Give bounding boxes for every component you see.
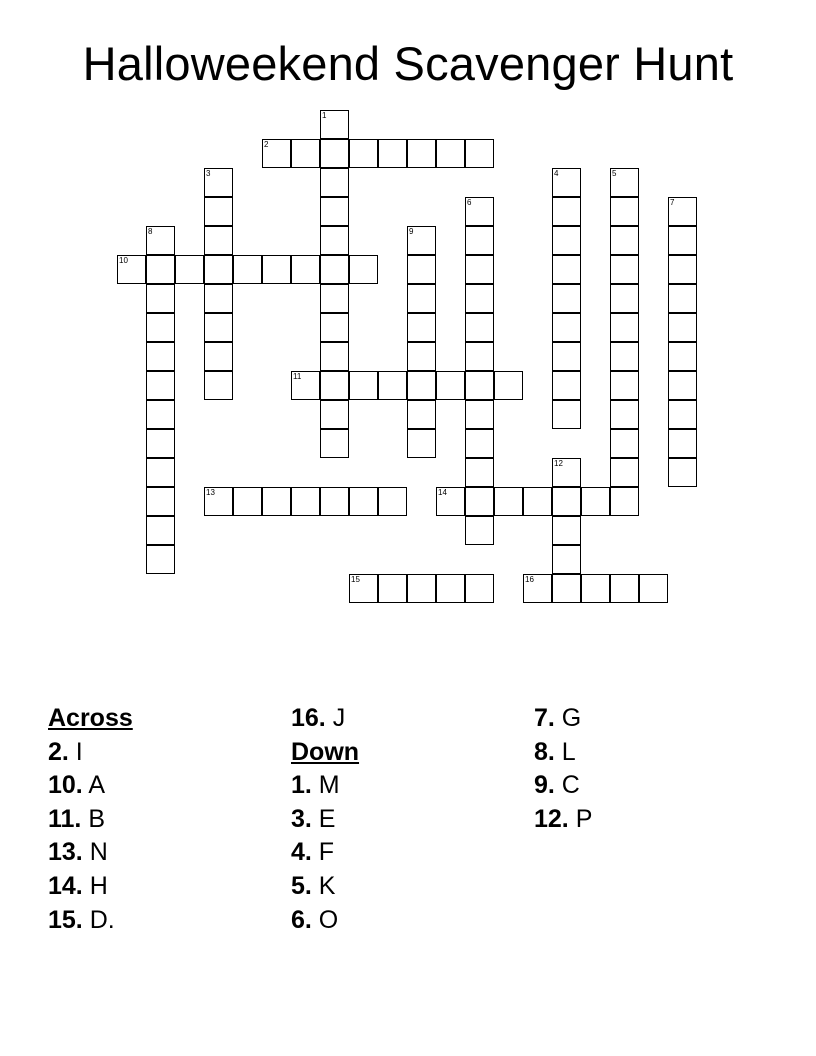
crossword-cell[interactable] bbox=[610, 371, 639, 400]
cell-number: 1 bbox=[322, 111, 327, 120]
crossword-cell[interactable] bbox=[610, 429, 639, 458]
crossword-cell[interactable] bbox=[204, 197, 233, 226]
crossword-cell[interactable] bbox=[204, 313, 233, 342]
crossword-cell[interactable] bbox=[552, 487, 581, 516]
clue-number: 13. bbox=[48, 838, 83, 867]
cell-number: 14 bbox=[438, 488, 447, 497]
crossword-cell[interactable] bbox=[407, 313, 436, 342]
crossword-cell[interactable] bbox=[320, 197, 349, 226]
crossword-cell[interactable] bbox=[581, 487, 610, 516]
cell-number: 3 bbox=[206, 169, 211, 178]
crossword-cell[interactable] bbox=[552, 197, 581, 226]
crossword-cell[interactable] bbox=[378, 487, 407, 516]
crossword-cell[interactable] bbox=[407, 400, 436, 429]
cell-number: 8 bbox=[148, 227, 153, 236]
crossword-cell[interactable] bbox=[610, 400, 639, 429]
page-title: Halloweekend Scavenger Hunt bbox=[82, 37, 734, 90]
clue-text: K bbox=[311, 871, 336, 900]
crossword-cell[interactable] bbox=[668, 342, 697, 371]
clue-text: O bbox=[311, 905, 339, 934]
crossword-cell[interactable] bbox=[320, 110, 349, 139]
crossword-cell[interactable] bbox=[552, 574, 581, 603]
clue-item bbox=[534, 737, 592, 771]
crossword-cell[interactable] bbox=[639, 574, 668, 603]
crossword-cell[interactable] bbox=[407, 429, 436, 458]
crossword-cell[interactable] bbox=[146, 458, 175, 487]
clue-number: 4. bbox=[291, 838, 312, 867]
clue-number: 8. bbox=[534, 737, 555, 766]
crossword-cell[interactable] bbox=[465, 487, 494, 516]
crossword-cell[interactable] bbox=[291, 255, 320, 284]
clue-text: C bbox=[554, 771, 580, 800]
crossword-cell[interactable] bbox=[204, 255, 233, 284]
cell-number: 12 bbox=[554, 459, 563, 468]
crossword-cell[interactable] bbox=[465, 400, 494, 429]
crossword-cell[interactable] bbox=[407, 342, 436, 371]
crossword-cell[interactable] bbox=[523, 487, 552, 516]
crossword-cell[interactable] bbox=[349, 371, 378, 400]
crossword-cell[interactable] bbox=[610, 284, 639, 313]
crossword-cell[interactable] bbox=[552, 226, 581, 255]
clue-column-2 bbox=[291, 703, 359, 938]
crossword-cell[interactable] bbox=[320, 342, 349, 371]
crossword-cell[interactable] bbox=[146, 487, 175, 516]
crossword-cell[interactable] bbox=[320, 429, 349, 458]
crossword-cell[interactable] bbox=[233, 255, 262, 284]
clue-item bbox=[534, 703, 592, 737]
crossword-cell[interactable] bbox=[378, 139, 407, 168]
crossword-cell[interactable] bbox=[349, 574, 378, 603]
crossword-cell[interactable] bbox=[378, 574, 407, 603]
crossword-cell[interactable] bbox=[465, 226, 494, 255]
crossword-cell[interactable] bbox=[233, 487, 262, 516]
crossword-cell[interactable] bbox=[465, 574, 494, 603]
clue-item bbox=[291, 905, 359, 939]
crossword-cell[interactable] bbox=[262, 487, 291, 516]
clue-text: L bbox=[554, 737, 576, 766]
crossword-cell[interactable] bbox=[552, 371, 581, 400]
crossword-cell[interactable] bbox=[349, 255, 378, 284]
crossword-cell[interactable] bbox=[320, 226, 349, 255]
crossword-cell[interactable] bbox=[262, 139, 291, 168]
crossword-cell[interactable] bbox=[291, 487, 320, 516]
crossword-cell[interactable] bbox=[320, 371, 349, 400]
cell-number: 15 bbox=[351, 575, 360, 584]
crossword-cell[interactable] bbox=[668, 226, 697, 255]
crossword-cell[interactable] bbox=[610, 342, 639, 371]
crossword-cell[interactable] bbox=[552, 255, 581, 284]
clue-text: N bbox=[82, 838, 108, 867]
crossword-cell[interactable] bbox=[494, 487, 523, 516]
crossword-cell[interactable] bbox=[146, 284, 175, 313]
cell-number: 9 bbox=[409, 227, 414, 236]
clue-item bbox=[48, 871, 133, 905]
clue-number: 14. bbox=[48, 871, 83, 900]
clue-item bbox=[48, 905, 133, 939]
crossword-cell[interactable] bbox=[378, 371, 407, 400]
clue-number: 6. bbox=[291, 905, 312, 934]
cell-number: 11 bbox=[293, 372, 302, 381]
crossword-cell[interactable] bbox=[610, 168, 639, 197]
crossword-cell[interactable] bbox=[146, 342, 175, 371]
clue-item bbox=[48, 737, 133, 771]
clue-number: 15. bbox=[48, 905, 83, 934]
crossword-cell[interactable] bbox=[204, 168, 233, 197]
cell-number: 5 bbox=[612, 169, 617, 178]
crossword-cell[interactable] bbox=[552, 313, 581, 342]
clue-item bbox=[534, 804, 592, 838]
crossword-cell[interactable] bbox=[668, 197, 697, 226]
crossword-cell[interactable] bbox=[465, 255, 494, 284]
crossword-cell[interactable] bbox=[465, 371, 494, 400]
crossword-cell[interactable] bbox=[146, 313, 175, 342]
cell-number: 2 bbox=[264, 140, 269, 149]
crossword-cell[interactable] bbox=[668, 255, 697, 284]
crossword-cell[interactable] bbox=[320, 139, 349, 168]
crossword-cell[interactable] bbox=[407, 284, 436, 313]
crossword-cell[interactable] bbox=[465, 458, 494, 487]
crossword-cell[interactable] bbox=[146, 255, 175, 284]
clue-text: E bbox=[311, 804, 336, 833]
clue-section-header: Across bbox=[48, 704, 133, 732]
crossword-cell[interactable] bbox=[668, 371, 697, 400]
crossword-cell[interactable] bbox=[668, 284, 697, 313]
crossword-cell[interactable] bbox=[320, 284, 349, 313]
crossword-cell[interactable] bbox=[407, 226, 436, 255]
crossword-cell[interactable] bbox=[668, 429, 697, 458]
crossword-cell[interactable] bbox=[668, 400, 697, 429]
crossword-cell[interactable] bbox=[581, 574, 610, 603]
clue-item bbox=[291, 871, 359, 905]
crossword-cell[interactable] bbox=[552, 458, 581, 487]
crossword-cell[interactable] bbox=[175, 255, 204, 284]
clue-column-1 bbox=[48, 703, 133, 938]
crossword-cell[interactable] bbox=[610, 487, 639, 516]
crossword-cell[interactable] bbox=[668, 313, 697, 342]
clue-number: 12. bbox=[534, 804, 569, 833]
crossword-cell[interactable] bbox=[552, 545, 581, 574]
crossword-cell[interactable] bbox=[494, 371, 523, 400]
clue-text: B bbox=[81, 804, 105, 833]
clue-number: 10. bbox=[48, 771, 83, 800]
crossword-cell[interactable] bbox=[204, 342, 233, 371]
clue-text: P bbox=[568, 804, 593, 833]
cell-number: 4 bbox=[554, 169, 559, 178]
clue-number: 16. bbox=[291, 704, 326, 732]
clue-item bbox=[48, 837, 133, 871]
cell-number: 13 bbox=[206, 488, 215, 497]
clue-number: 9. bbox=[534, 771, 555, 800]
cell-number: 6 bbox=[467, 198, 472, 207]
crossword-cell[interactable] bbox=[523, 574, 552, 603]
clue-text: M bbox=[311, 771, 340, 800]
crossword-cell[interactable] bbox=[320, 255, 349, 284]
crossword-cell[interactable] bbox=[552, 168, 581, 197]
clue-column-3 bbox=[534, 703, 592, 837]
clue-text: A bbox=[82, 771, 106, 800]
crossword-cell[interactable] bbox=[291, 139, 320, 168]
crossword-cell[interactable] bbox=[146, 545, 175, 574]
crossword-cell[interactable] bbox=[146, 516, 175, 545]
crossword-cell[interactable] bbox=[610, 197, 639, 226]
crossword-cell[interactable] bbox=[349, 487, 378, 516]
crossword-cell[interactable] bbox=[320, 487, 349, 516]
crossword-cell[interactable] bbox=[320, 168, 349, 197]
clue-number: 3. bbox=[291, 804, 312, 833]
crossword-cell[interactable] bbox=[407, 139, 436, 168]
crossword-cell[interactable] bbox=[436, 139, 465, 168]
crossword-cell[interactable] bbox=[320, 313, 349, 342]
crossword-cell[interactable] bbox=[349, 139, 378, 168]
crossword-cell[interactable] bbox=[552, 342, 581, 371]
crossword-cell[interactable] bbox=[204, 226, 233, 255]
crossword-cell[interactable] bbox=[117, 255, 146, 284]
crossword-cell[interactable] bbox=[291, 371, 320, 400]
clue-section-header: Down bbox=[291, 737, 360, 766]
clue-item bbox=[291, 703, 359, 737]
crossword-cell[interactable] bbox=[465, 284, 494, 313]
crossword-cell[interactable] bbox=[146, 226, 175, 255]
clue-text: F bbox=[311, 838, 335, 867]
clue-item bbox=[48, 804, 133, 838]
crossword-cell[interactable] bbox=[436, 487, 465, 516]
crossword-cell[interactable] bbox=[552, 516, 581, 545]
clue-number: 7. bbox=[534, 704, 555, 732]
cell-number: 7 bbox=[670, 198, 675, 207]
crossword-cell[interactable] bbox=[262, 255, 291, 284]
crossword-cell[interactable] bbox=[610, 226, 639, 255]
crossword-cell[interactable] bbox=[465, 429, 494, 458]
cell-number: 16 bbox=[525, 575, 534, 584]
crossword-cell[interactable] bbox=[407, 255, 436, 284]
crossword-cell[interactable] bbox=[610, 574, 639, 603]
clue-item bbox=[291, 837, 359, 871]
crossword-cell[interactable] bbox=[204, 487, 233, 516]
crossword-cell[interactable] bbox=[204, 371, 233, 400]
crossword-cell[interactable] bbox=[668, 458, 697, 487]
crossword-cell[interactable] bbox=[465, 313, 494, 342]
crossword-cell[interactable] bbox=[320, 400, 349, 429]
crossword-cell[interactable] bbox=[610, 458, 639, 487]
clue-item bbox=[291, 804, 359, 838]
crossword-cell[interactable] bbox=[146, 429, 175, 458]
crossword-cell[interactable] bbox=[436, 574, 465, 603]
clue-number: 2. bbox=[48, 737, 69, 766]
crossword-cell[interactable] bbox=[146, 371, 175, 400]
crossword-cell[interactable] bbox=[552, 284, 581, 313]
clue-text: J bbox=[325, 704, 346, 732]
clue-item bbox=[48, 770, 133, 804]
crossword-cell[interactable] bbox=[465, 197, 494, 226]
crossword-cell[interactable] bbox=[610, 313, 639, 342]
clue-number: 1. bbox=[291, 771, 312, 800]
crossword-cell[interactable] bbox=[204, 284, 233, 313]
clue-item bbox=[534, 770, 592, 804]
clue-number: 5. bbox=[291, 871, 312, 900]
crossword-cell[interactable] bbox=[407, 574, 436, 603]
crossword-cell[interactable] bbox=[610, 255, 639, 284]
clue-text: H bbox=[82, 871, 108, 900]
clue-number: 11. bbox=[48, 804, 82, 833]
crossword-cell[interactable] bbox=[465, 342, 494, 371]
crossword-cell[interactable] bbox=[552, 400, 581, 429]
crossword-cell[interactable] bbox=[465, 139, 494, 168]
crossword-cell[interactable] bbox=[465, 516, 494, 545]
clue-text: I bbox=[68, 737, 83, 766]
clue-text: D. bbox=[82, 905, 115, 934]
clue-text: G bbox=[554, 704, 582, 732]
crossword-cell[interactable] bbox=[436, 371, 465, 400]
clue-item bbox=[291, 770, 359, 804]
cell-number: 10 bbox=[119, 256, 128, 265]
crossword-cell[interactable] bbox=[146, 400, 175, 429]
crossword-cell[interactable] bbox=[407, 371, 436, 400]
